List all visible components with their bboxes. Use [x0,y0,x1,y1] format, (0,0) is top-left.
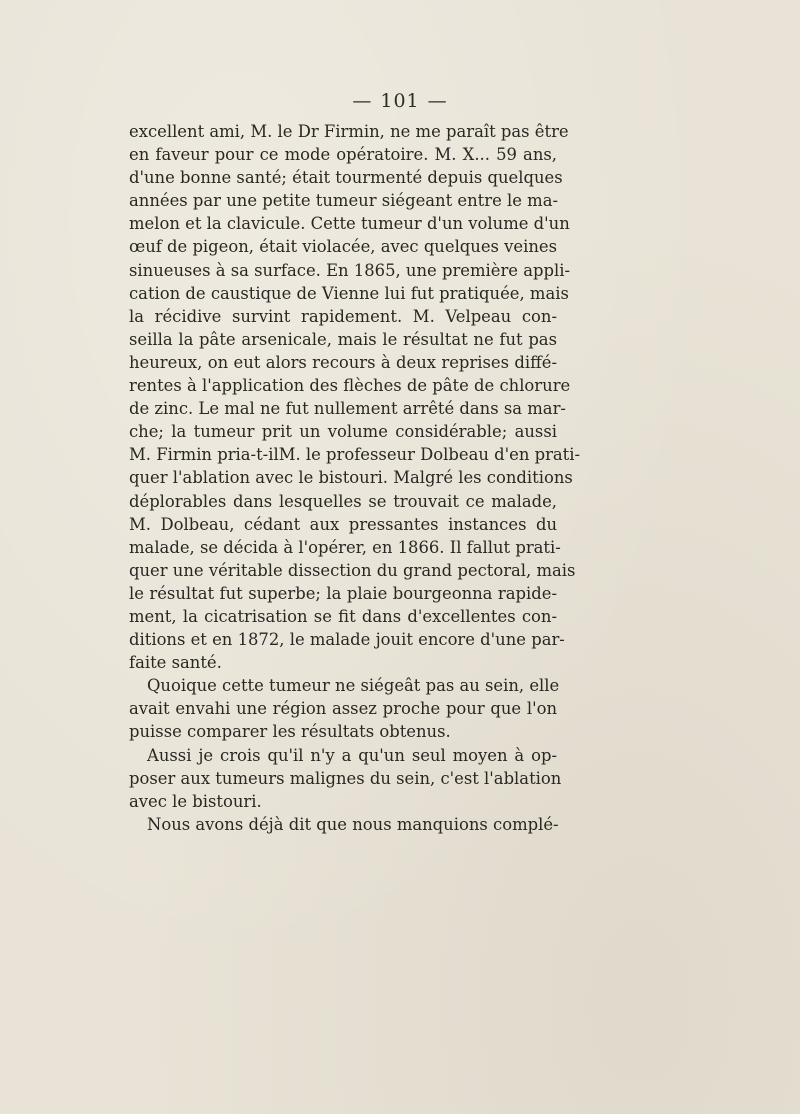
text-line: avait envahi une région assez proche pour que l'on [129,699,557,719]
text-line: la récidive survint rapidement. M. Velpeau con- [129,306,557,326]
text-line: M. Dolbeau, cédant aux pressantes instances du [129,514,557,534]
text-line: le résultat fut superbe; la plaie bourgeonna rapide- [129,583,557,603]
text-line: Aussi je crois qu'il n'y a qu'un seul moyen à op- [147,745,557,765]
paragraph [129,674,560,743]
text-line: che; la tumeur prit un volume considérable; aussi [129,422,557,442]
text-line: malade, se décida à l'opérer, en 1866. Il fallut prati- [129,537,561,557]
text-line: œuf de pigeon, était violacée, avec quelques veines [129,237,558,257]
text-line: poser aux tumeurs malignes du sein, c'est l'ablation [129,768,562,788]
text-line: quer une véritable dissection du grand pectoral, mais [129,560,576,580]
text-line: Nous avons déjà dit que nous manquions complé- [147,814,559,834]
text-line: quer l'ablation avec le bistouri. Malgré les conditions [129,468,573,488]
text-line: M. Firmin pria-t-ilM. le professeur Dolbeau d'en prati- [129,445,581,465]
text-line: Quoique cette tumeur ne siégeât pas au sein, elle [147,676,560,696]
body-text [129,120,581,836]
text-line: ditions et en 1872, le malade jouit encore d'une par- [129,630,565,650]
text-line: cation de caustique de Vienne lui fut pratiquée, mais [129,283,569,303]
paragraph [129,813,557,836]
text-line: seilla la pâte arsenicale, mais le résultat ne fut pas [129,329,557,349]
text-line: de zinc. Le mal ne fut nullement arrêté dans sa mar- [129,399,566,419]
text-line: puisse comparer les résultats obtenus. [129,722,451,742]
paragraph [129,744,562,813]
text-line: ment, la cicatrisation se fit dans d'excellentes con- [129,606,557,626]
text-line: rentes à l'application des flèches de pâte de chlorure [129,376,571,396]
page-number: — 101 — [352,90,448,112]
text-line: d'une bonne santé; était tourmenté depuis quelques [129,168,563,188]
text-line: en faveur pour ce mode opératoire. M. X... 59 ans, [129,145,557,165]
text-line: avec le bistouri. [129,791,262,811]
text-line: excellent ami, M. le Dr Firmin, ne me paraît pas être [129,122,569,141]
text-line: années par une petite tumeur siégeant entre le ma- [129,191,559,211]
text-line: faite santé. [129,653,222,673]
page-number-value: 101 [380,90,420,112]
text-line: sinueuses à sa surface. En 1865, une première appli- [129,260,570,280]
text-line: melon et la clavicule. Cette tumeur d'un volume d'un [129,214,570,234]
text-line: déplorables dans lesquelles se trouvait ce malade, [129,491,557,511]
paragraph [129,120,581,674]
text-line: heureux, on eut alors recours à deux reprises diffé- [129,352,557,372]
